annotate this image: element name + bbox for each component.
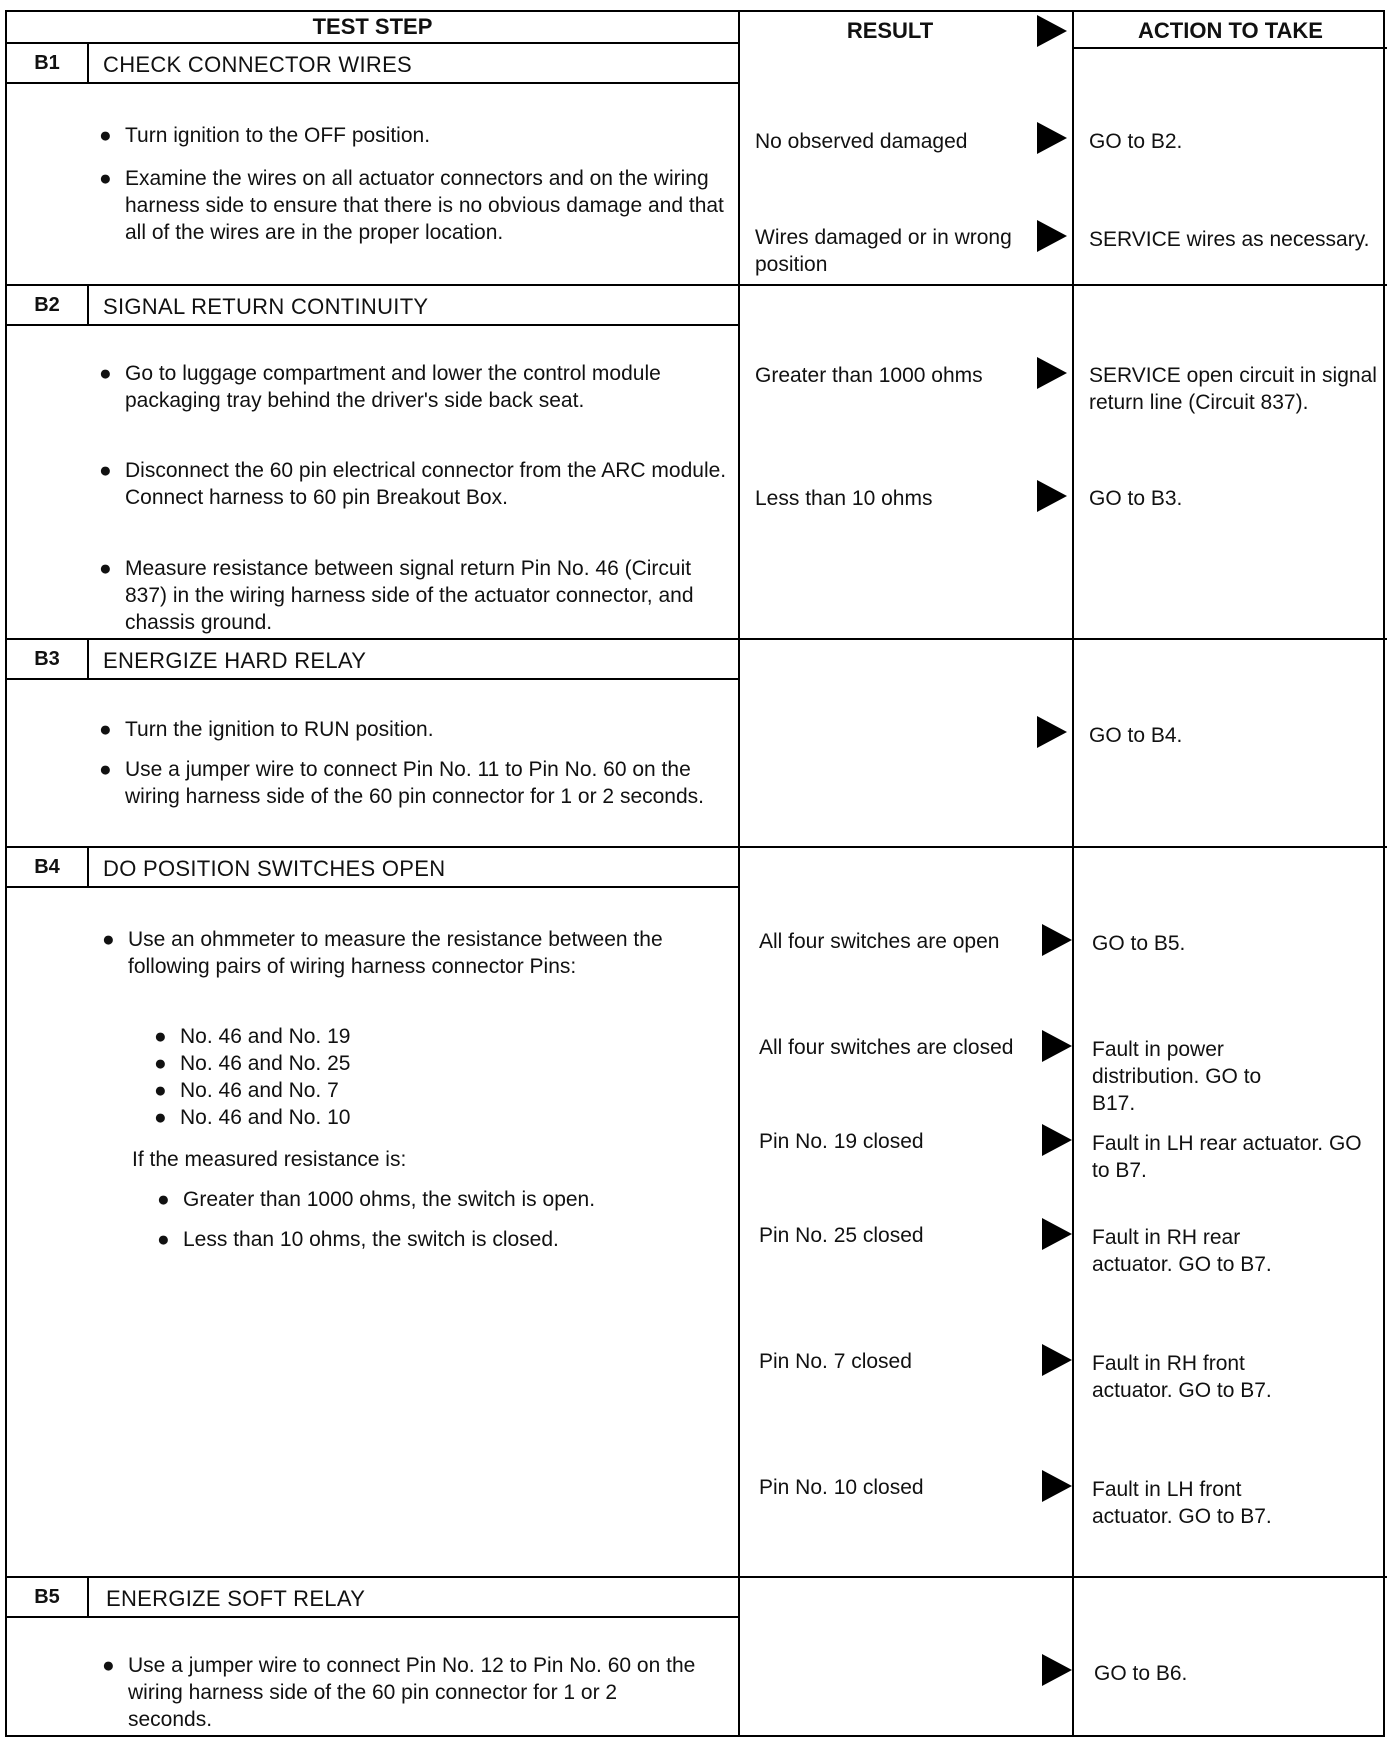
b5-bullet-1: ● Use a jumper wire to connect Pin No. 12 to Pin No. 60 on the wiring harness side of the 60 pin connector for 1 or 2 seconds. <box>102 1654 696 1731</box>
b2-bullet-1: ● Go to luggage compartment and lower the control module packaging tray behind the driver's side back seat. <box>99 362 661 412</box>
b2-result-1: Greater than 1000 ohms <box>755 364 983 387</box>
b4-result-3: Pin No. 19 closed <box>759 1130 924 1153</box>
b4-arrow-3-icon <box>1042 1124 1072 1156</box>
b4-pair-2: ● No. 46 and No. 25 <box>154 1052 351 1075</box>
column-divider-result <box>738 12 740 1735</box>
b3-action-1: GO to B4. <box>1089 724 1183 747</box>
step-title-b3: ENERGIZE HARD RELAY <box>103 648 367 673</box>
b4-result-4: Pin No. 25 closed <box>759 1224 924 1247</box>
b5-arrow-1-icon <box>1042 1654 1072 1686</box>
b2-action-2: GO to B3. <box>1089 487 1183 510</box>
b4-arrow-6-icon <box>1042 1470 1072 1502</box>
b4-arrow-5-icon <box>1042 1344 1072 1376</box>
b3-bullet-2: ● Use a jumper wire to connect Pin No. 11 to Pin No. 60 on the wiring harness side of the 60 pin connector for 1 or 2 seconds. <box>99 758 704 808</box>
step-code-b5: B5 <box>34 1586 60 1608</box>
step-title-b5: ENERGIZE SOFT RELAY <box>106 1586 366 1611</box>
b2-bullet-3: ● Measure resistance between signal return Pin No. 46 (Circuit 837) in the wiring harness side of the actuator connector, and chassis ground. <box>99 557 694 634</box>
b2-arrow-2-icon <box>1037 480 1067 512</box>
b5-action-1: GO to B6. <box>1094 1662 1188 1685</box>
step-title-b2: SIGNAL RETURN CONTINUITY <box>103 294 429 319</box>
b4-if-text: If the measured resistance is: <box>132 1148 407 1171</box>
b4-arrow-4-icon <box>1042 1218 1072 1250</box>
header-test-step: TEST STEP <box>312 14 433 39</box>
b2-bullet-2: ● Disconnect the 60 pin electrical connector from the ARC module. Connect harness to 60 pin Breakout Box. <box>99 459 727 509</box>
b4-pair-1: ● No. 46 and No. 19 <box>154 1025 351 1048</box>
b2-result-2: Less than 10 ohms <box>755 487 933 510</box>
b1-result-2: Wires damaged or in wrong position <box>755 226 1012 276</box>
b4-action-1: GO to B5. <box>1092 932 1186 955</box>
b1-action-2: SERVICE wires as necessary. <box>1089 228 1370 251</box>
header-divider <box>7 42 738 44</box>
header-result: RESULT <box>846 18 934 43</box>
b4-condition-1: ● Greater than 1000 ohms, the switch is open. <box>157 1188 596 1211</box>
header-arrow-icon <box>1037 15 1067 47</box>
b4-action-5: Fault in RH front actuator. GO to B7. <box>1092 1352 1272 1402</box>
b1-bullet-1: ● Turn ignition to the OFF position. <box>99 124 431 147</box>
step-title-b1: CHECK CONNECTOR WIRES <box>103 52 413 77</box>
step-code-b1: B1 <box>34 52 60 74</box>
b1-bullet-2: ● Examine the wires on all actuator connectors and on the wiring harness side to ensure that there is no obvious damage and that all of the wires are in the proper location. <box>99 167 724 244</box>
step-code-b4: B4 <box>34 856 60 878</box>
b4-action-4: Fault in RH rear actuator. GO to B7. <box>1092 1226 1272 1276</box>
b4-result-6: Pin No. 10 closed <box>759 1476 924 1499</box>
b4-result-5: Pin No. 7 closed <box>759 1350 912 1373</box>
b4-action-6: Fault in LH front actuator. GO to B7. <box>1092 1478 1272 1528</box>
b4-bullet-1: ● Use an ohmmeter to measure the resistance between the following pairs of wiring harness connector Pins: <box>102 928 663 978</box>
b4-condition-2: ● Less than 10 ohms, the switch is closed. <box>157 1228 559 1251</box>
b3-bullet-1: ● Turn the ignition to RUN position. <box>99 718 434 741</box>
step-code-b3: B3 <box>34 648 60 670</box>
b1-arrow-2-icon <box>1037 220 1067 252</box>
b4-result-1: All four switches are open <box>759 930 1000 953</box>
b4-pair-3: ● No. 46 and No. 7 <box>154 1079 339 1102</box>
header-action: ACTION TO TAKE <box>1138 18 1323 43</box>
b4-result-2: All four switches are closed <box>759 1036 1014 1059</box>
b1-arrow-1-icon <box>1037 122 1067 154</box>
b4-pair-4: ● No. 46 and No. 10 <box>154 1106 351 1129</box>
b1-result-1: No observed damaged <box>755 130 968 153</box>
b4-arrow-1-icon <box>1042 924 1072 956</box>
b4-arrow-2-icon <box>1042 1030 1072 1062</box>
b2-arrow-1-icon <box>1037 357 1067 389</box>
test-step-table <box>5 10 1385 1737</box>
header-divider-action <box>1072 47 1387 49</box>
column-divider-action <box>1072 12 1074 1735</box>
b2-action-1: SERVICE open circuit in signal return line (Circuit 837). <box>1089 364 1377 414</box>
b4-action-2: Fault in power distribution. GO to B17. <box>1092 1038 1262 1115</box>
b1-action-1: GO to B2. <box>1089 130 1183 153</box>
b4-action-3: Fault in LH rear actuator. GO to B7. <box>1092 1132 1362 1182</box>
step-title-b4: DO POSITION SWITCHES OPEN <box>103 856 446 881</box>
b3-arrow-1-icon <box>1037 716 1067 748</box>
step-code-b2: B2 <box>34 294 60 316</box>
